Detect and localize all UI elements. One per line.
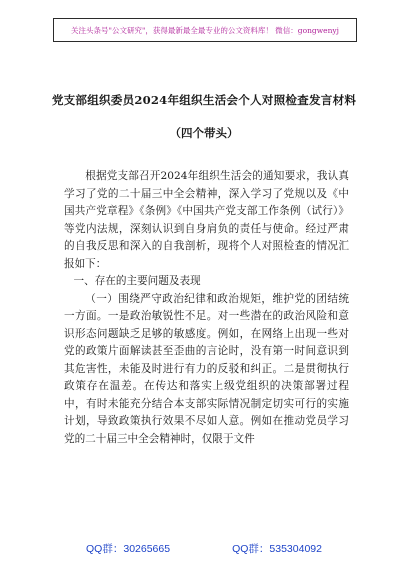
document-title: 党支部组织委员2024年组织生活会个人对照检查发言材料 bbox=[51, 93, 357, 107]
paragraph-intro: 根据党支部召开2024年组织生活会的通知要求，我认真学习了党的二十届三中全会精神，深入学习了党规以及《中国共产党章程》《条例》《中国共产党支部工作条例（试行）》等党内法规，深刻认识到自身肩负的责任与使命。经过严肃的自我反思和深入的自我剖析，现将个人对照检查的情况汇报如下： bbox=[64, 170, 349, 270]
document-subtitle: （四个带头） bbox=[169, 126, 239, 140]
header-notice-box bbox=[53, 18, 357, 42]
document-body bbox=[64, 168, 349, 448]
section-heading: 一、存在的主要问题及表现 bbox=[73, 275, 201, 287]
footer-qq-group-1: QQ群：30265665 bbox=[86, 543, 171, 555]
header-notice-text: 关注头条号"公文研究"，获得最新最全最专业的公文资料库！ 微信：gongwenyj bbox=[71, 25, 339, 35]
paragraph-issue-1: （一）围绕严守政治纪律和政治规矩，维护党的团结统一方面。一是政治敏锐性不足。对一些潜在的政治风险和意识形态问题缺乏足够的敏感度。例如，在网络上出现一些对党的政策片面解读甚至歪曲的言论时，没有第一时间意识到其危害性，未能及时进行有力的反驳和纠正。二是贯彻执行政策存在温差。在传达和落实上级党组织的决策部署过程中，有时未能充分结合本支部实际情况制定切实可行的实施计划，导致政策执行效果不尽如人意。例如在推动党员学习党的二十届三中全会精神时，仅限于文件 bbox=[64, 292, 349, 445]
footer-qq-group-2: QQ群：535304092 bbox=[232, 543, 322, 555]
footer-contacts bbox=[0, 541, 408, 556]
